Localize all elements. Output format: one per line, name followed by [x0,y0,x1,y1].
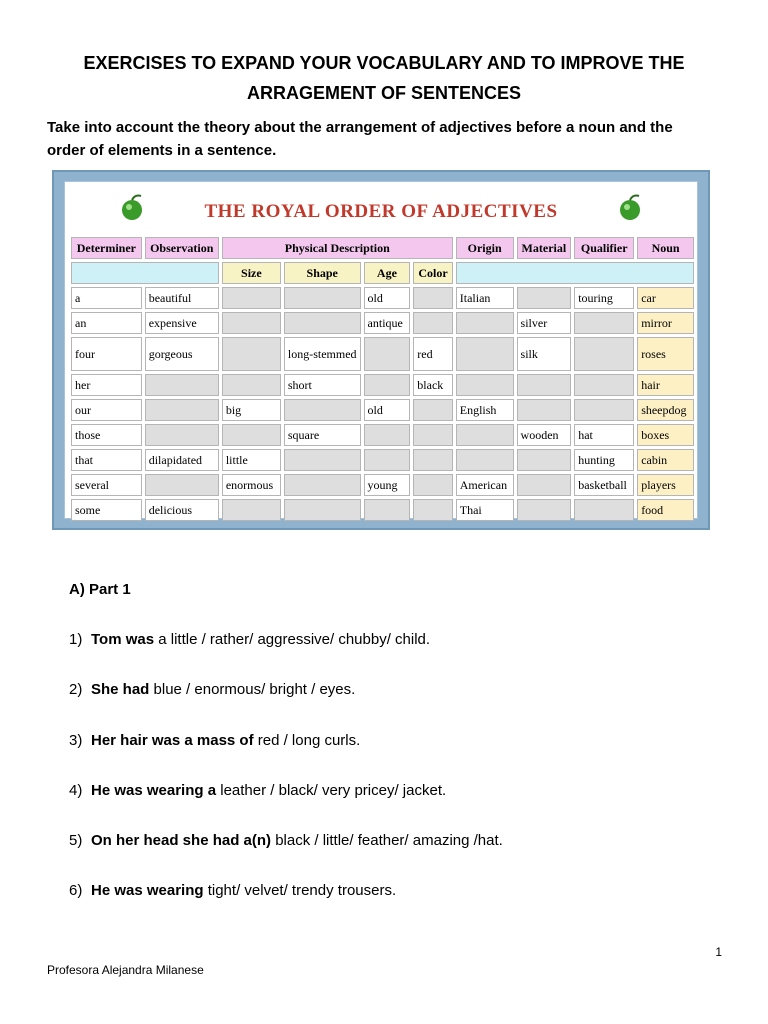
table-row [71,374,694,396]
exercise-prompt: Tom was [91,631,155,648]
cell-size [222,374,281,396]
cell-color: red [413,337,452,371]
cell-size [222,499,281,521]
cell-determiner: a [71,287,142,309]
cell-size: big [222,399,281,421]
cell-determiner: four [71,337,142,371]
cell-qualifier [574,374,634,396]
header-origin: Origin [456,237,514,259]
header-qualifier: Qualifier [574,237,634,259]
cell-shape [284,399,361,421]
cell-origin [456,424,514,446]
adjective-table [68,234,697,524]
cell-age: antique [364,312,411,334]
cell-origin: Thai [456,499,514,521]
apple-icon [615,192,645,222]
page-number: 1 [715,945,722,959]
cell-determiner: our [71,399,142,421]
exercise-item [69,732,360,749]
cell-noun: sheepdog [637,399,694,421]
header-physical-description: Physical Description [222,237,453,259]
table-row [71,287,694,309]
cell-origin: English [456,399,514,421]
cell-noun: hair [637,374,694,396]
apple-icon [117,192,147,222]
cell-noun: mirror [637,312,694,334]
footer-author: Profesora Alejandra Milanese [47,963,204,977]
header-determiner: Determiner [71,237,142,259]
subheader-shape: Shape [284,262,361,284]
header-noun: Noun [637,237,694,259]
figure-title: THE ROYAL ORDER OF ADJECTIVES [204,201,558,222]
cell-observation [145,424,219,446]
section-label: A) Part 1 [69,581,131,598]
cell-origin: American [456,474,514,496]
exercise-number: 2) [69,681,83,698]
cell-size [222,337,281,371]
cell-shape: short [284,374,361,396]
cell-observation [145,374,219,396]
exercise-words: a little / rather/ aggressive/ chubby/ child. [154,631,431,648]
title-line-1: EXERCISES TO EXPAND YOUR VOCABULARY AND TO IMPROVE THE [83,53,685,73]
cell-noun: food [637,499,694,521]
exercise-prompt: Her hair was a mass of [91,732,254,749]
intro-text [47,116,737,162]
cell-age: old [364,287,411,309]
cell-qualifier: basketball [574,474,634,496]
exercise-number: 1) [69,631,83,648]
exercise-item [69,631,430,648]
subheader-age: Age [364,262,411,284]
subheader-blank-right [456,262,694,284]
exercise-prompt: She had [91,681,150,698]
cell-qualifier: touring [574,287,634,309]
cell-determiner: her [71,374,142,396]
cell-origin: Italian [456,287,514,309]
table-subheader-row [71,262,694,284]
cell-qualifier [574,337,634,371]
cell-color [413,449,452,471]
cell-origin [456,374,514,396]
cell-material [517,474,572,496]
cell-qualifier [574,499,634,521]
figure-panel [64,181,698,519]
exercise-words: blue / enormous/ bright / eyes. [149,681,356,698]
cell-material [517,449,572,471]
table-row [71,499,694,521]
cell-noun: players [637,474,694,496]
table-row [71,337,694,371]
cell-material [517,499,572,521]
exercise-words: leather / black/ very pricey/ jacket. [216,782,447,799]
adjective-order-figure [52,170,710,530]
table-row [71,399,694,421]
intro-line-1: Take into account the theory about the arrangement of adjectives before a noun and the [47,119,673,136]
cell-color: black [413,374,452,396]
cell-material: silk [517,337,572,371]
exercise-number: 5) [69,832,83,849]
cell-age [364,337,411,371]
cell-age: old [364,399,411,421]
exercise-item [69,782,446,799]
exercise-number: 4) [69,782,83,799]
cell-qualifier: hat [574,424,634,446]
cell-age [364,424,411,446]
title-line-2: ARRAGEMENT OF SENTENCES [246,83,522,103]
header-observation: Observation [145,237,219,259]
cell-material: silver [517,312,572,334]
cell-observation [145,399,219,421]
subheader-size: Size [222,262,281,284]
cell-size: little [222,449,281,471]
cell-color [413,399,452,421]
cell-noun: roses [637,337,694,371]
cell-color [413,499,452,521]
cell-determiner: that [71,449,142,471]
exercise-words: red / long curls. [253,732,361,749]
cell-observation: delicious [145,499,219,521]
exercise-item [69,882,396,899]
cell-noun: car [637,287,694,309]
exercise-item [69,681,355,698]
cell-shape [284,499,361,521]
cell-shape: long-stemmed [284,337,361,371]
table-row [71,449,694,471]
exercise-words: tight/ velvet/ trendy trousers. [203,882,397,899]
cell-qualifier [574,312,634,334]
exercise-prompt: He was wearing a [91,782,217,799]
cell-age: young [364,474,411,496]
cell-material [517,399,572,421]
cell-material [517,374,572,396]
cell-age [364,374,411,396]
cell-observation: expensive [145,312,219,334]
cell-qualifier: hunting [574,449,634,471]
cell-origin [456,312,514,334]
exercise-prompt: He was wearing [91,882,204,899]
cell-qualifier [574,399,634,421]
subheader-blank-left [71,262,219,284]
cell-size [222,424,281,446]
cell-size [222,312,281,334]
cell-shape [284,474,361,496]
cell-noun: boxes [637,424,694,446]
cell-size: enormous [222,474,281,496]
cell-shape [284,287,361,309]
cell-material: wooden [517,424,572,446]
cell-determiner: some [71,499,142,521]
table-row [71,424,694,446]
exercise-words: black / little/ feather/ amazing /hat. [271,832,503,849]
figure-banner [65,182,697,234]
exercise-prompt: On her head she had a(n) [91,832,272,849]
cell-size [222,287,281,309]
cell-determiner: an [71,312,142,334]
cell-noun: cabin [637,449,694,471]
cell-shape [284,312,361,334]
exercise-item [69,832,503,849]
cell-origin [456,337,514,371]
table-header-row [71,237,694,259]
cell-observation [145,474,219,496]
cell-observation: beautiful [145,287,219,309]
table-row [71,312,694,334]
cell-color [413,312,452,334]
cell-shape [284,449,361,471]
cell-material [517,287,572,309]
cell-age [364,499,411,521]
exercise-number: 6) [69,882,83,899]
cell-determiner: several [71,474,142,496]
cell-color [413,287,452,309]
header-material: Material [517,237,572,259]
cell-shape: square [284,424,361,446]
subheader-color: Color [413,262,452,284]
exercise-number: 3) [69,732,83,749]
table-row [71,474,694,496]
cell-age [364,449,411,471]
cell-color [413,474,452,496]
cell-observation: gorgeous [145,337,219,371]
cell-determiner: those [71,424,142,446]
cell-origin [456,449,514,471]
cell-observation: dilapidated [145,449,219,471]
intro-line-2: order of elements in a sentence. [47,142,277,159]
cell-color [413,424,452,446]
document-title [40,48,728,108]
